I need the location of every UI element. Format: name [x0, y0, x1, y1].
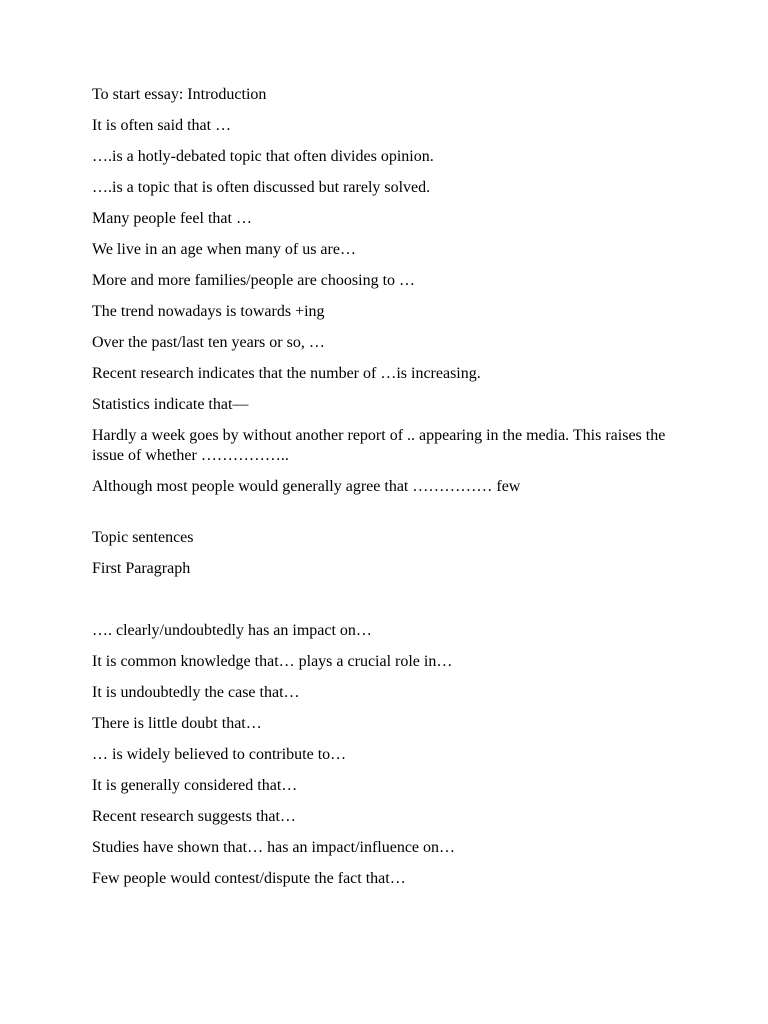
topic-heading: Topic sentences [92, 529, 194, 546]
topic-phrase: It is undoubtedly the case that… [92, 684, 300, 701]
topic-subheading: First Paragraph [92, 560, 191, 577]
intro-phrase: The trend nowadays is towards +ing [92, 303, 325, 320]
intro-phrase: Many people feel that … [92, 210, 252, 227]
intro-phrase: Hardly a week goes by without another report of .. appearing in the media. This raises the issue of whether …………….. [92, 427, 666, 464]
document-body [92, 85, 682, 900]
topic-phrase: It is generally considered that… [92, 777, 298, 794]
topic-phrase: It is common knowledge that… plays a crucial role in… [92, 653, 453, 670]
intro-phrase: We live in an age when many of us are… [92, 241, 356, 258]
intro-phrase: More and more families/people are choosing to … [92, 272, 416, 289]
intro-phrase: Over the past/last ten years or so, … [92, 334, 325, 351]
intro-phrase: Recent research indicates that the number of …is increasing. [92, 365, 481, 382]
topic-phrase: Recent research suggests that… [92, 808, 296, 825]
intro-heading: To start essay: Introduction [92, 86, 267, 103]
intro-phrase: Statistics indicate that— [92, 396, 249, 413]
topic-phrase: Few people would contest/dispute the fact that… [92, 870, 406, 887]
topic-phrase: Studies have shown that… has an impact/influence on… [92, 839, 456, 856]
intro-phrase: It is often said that … [92, 117, 232, 134]
topic-phrase: …. clearly/undoubtedly has an impact on… [92, 622, 372, 639]
intro-phrase: ….is a hotly-debated topic that often divides opinion. [92, 148, 434, 165]
topic-phrase: … is widely believed to contribute to… [92, 746, 347, 763]
topic-phrase: There is little doubt that… [92, 715, 262, 732]
intro-phrase: Although most people would generally agree that …………… few [92, 478, 521, 495]
intro-phrase: ….is a topic that is often discussed but rarely solved. [92, 179, 431, 196]
